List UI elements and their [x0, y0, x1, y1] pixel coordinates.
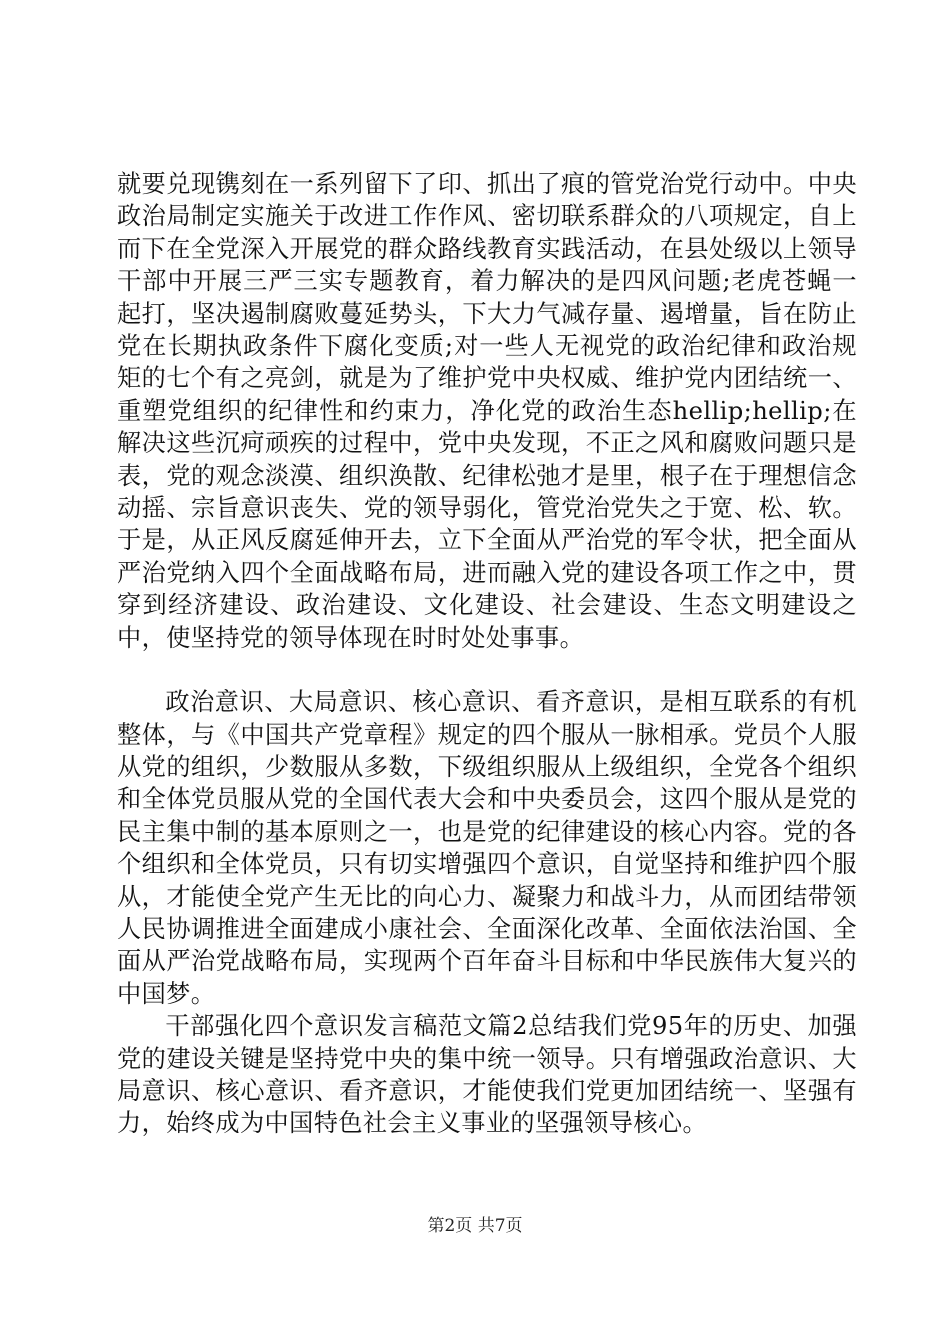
page-footer: 第2页 共7页 [427, 1216, 523, 1236]
body-paragraph: 就要兑现镌刻在一系列留下了印、抓出了痕的管党治党行动中。中央政治局制定实施关于改进工作作风、密切联系群众的八项规定，自上而下在全党深入开展党的群众路线教育实践活动，在县处级以上领导干部中开展三严三实专题教育，着力解决的是四风问题;老虎苍蝇一起打，坚决遏制腐败蔓延势头，下大力气减存量、遏增量，旨在防止党在长期执政条件下腐化变质;对一些人无视党的政治纪律和政治规矩的七个有之亮剑，就是为了维护党中央权威、维护党内团结统一、重塑党组织的纪律性和约束力，净化党的政治生态hellip;hellip;在解决这些沉疴顽疾的过程中，党中央发现，不正之风和腐败问题只是表，党的观念淡漠、组织涣散、纪律松弛才是里，根子在于理想信念动摇、宗旨意识丧失、党的领导弱化，管党治党失之于宽、松、软。于是，从正风反腐延伸开去，立下全面从严治党的军令状，把全面从严治党纳入四个全面战略布局，进而融入党的建设各项工作之中，贯穿到经济建设、政治建设、文化建设、社会建设、生态文明建设之中，使坚持党的领导体现在时时处处事事。 [117, 170, 857, 652]
body-paragraph: 政治意识、大局意识、核心意识、看齐意识，是相互联系的有机整体，与《中国共产党章程》规定的四个服从一脉相承。党员个人服从党的组织，少数服从多数，下级组织服从上级组织，全党各个组织和全体党员服从党的全国代表大会和中央委员会，这四个服从是党的民主集中制的基本原则之一，也是党的纪律建设的核心内容。党的各个组织和全体党员，只有切实增强四个意识，自觉坚持和维护四个服从，才能使全党产生无比的向心力、凝聚力和战斗力，从而团结带领人民协调推进全面建成小康社会、全面深化改革、全面依法治国、全面从严治党战略布局，实现两个百年奋斗目标和中华民族伟大复兴的中国梦。 [117, 688, 857, 1008]
paragraph-spacer [117, 654, 857, 686]
document-body [117, 168, 857, 1140]
body-paragraph: 干部强化四个意识发言稿范文篇2总结我们党95年的历史、加强党的建设关键是坚持党中央的集中统一领导。只有增强政治意识、大局意识、核心意识、看齐意识，才能使我们党更加团结统一、坚强有力，始终成为中国特色社会主义事业的坚强领导核心。 [117, 1012, 857, 1138]
